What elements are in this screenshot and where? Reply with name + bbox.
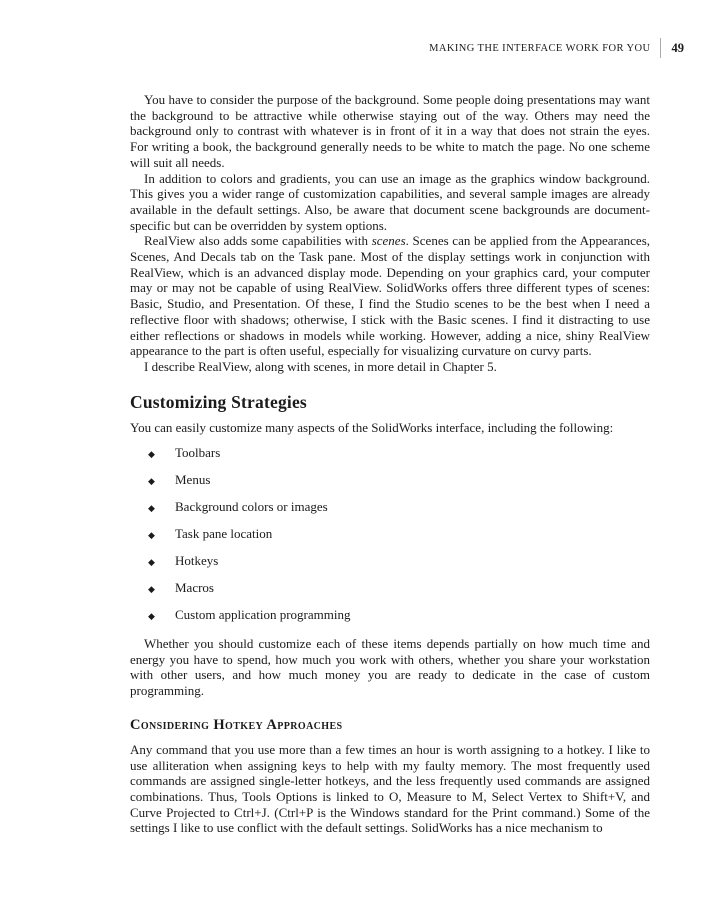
paragraph-customize-considerations: Whether you should customize each of these items depends partially on how much time and energy you have to spend, how much you work with others, whether you share your workstation with other users, and how much money you are ready to dedicate in the case of custom programming. xyxy=(130,636,650,699)
page-body xyxy=(130,92,650,836)
running-head: MAKING THE INTERFACE WORK FOR YOU xyxy=(429,42,651,54)
diamond-bullet-icon: ◆ xyxy=(148,611,155,622)
paragraph-text: RealView also adds some capabilities with xyxy=(144,233,372,249)
diamond-bullet-icon: ◆ xyxy=(148,449,155,460)
list-item-macros xyxy=(148,580,650,598)
paragraph-hotkey-strategy: Any command that you use more than a few times an hour is worth assigning to a hotkey. I like to use alliteration when assigning keys to help with my faulty memory. The most frequently used commands are assigned single-letter hotkeys, and the less frequently used commands are assigned combinations. Thus, Tools Options is linked to O, Measure to M, Select Vertex to Shift+V, and Curve Projected to Ctrl+J. (Ctrl+P is the Windows standard for the Print command.) Some of the settings I like to use conflict with the default settings. SolidWorks has a nice mechanism to xyxy=(130,741,650,836)
list-item-toolbars xyxy=(148,445,650,463)
diamond-bullet-icon: ◆ xyxy=(148,503,155,514)
list-item-custom-programming xyxy=(148,607,650,625)
list-item-task-pane xyxy=(148,526,650,544)
diamond-bullet-icon: ◆ xyxy=(148,476,155,487)
paragraph-background-purpose: You have to consider the purpose of the background. Some people doing presentations may want the background to be attractive while otherwise staying out of the way. Others may need the background only to contrast with whatever is in front of it in a way that does not strain the eyes. For writing a book, the background generally needs to be white to match the page. No one scheme will suit all needs. xyxy=(130,92,650,170)
subsection-heading-hotkey-approaches: Considering Hotkey Approaches xyxy=(130,716,343,733)
italic-term-scenes: scenes xyxy=(371,233,406,249)
list-item-label: Background colors or images xyxy=(175,499,328,515)
customization-bullet-list xyxy=(130,445,650,625)
page-number: 49 xyxy=(671,40,684,55)
list-item-menus xyxy=(148,472,650,490)
page-header xyxy=(429,38,684,58)
paragraph-customize-intro: You can easily customize many aspects of the SolidWorks interface, including the following: xyxy=(130,419,614,435)
list-item-label: Toolbars xyxy=(175,445,221,461)
list-item-background-colors xyxy=(148,499,650,517)
header-divider xyxy=(660,38,661,58)
paragraph-image-background: In addition to colors and gradients, you can use an image as the graphics window background. This gives you a wider range of customization capabilities, and several sample images are already available in the default settings. Also, be aware that document scene backgrounds are document-specific but can be overridden by system options. xyxy=(130,170,650,233)
diamond-bullet-icon: ◆ xyxy=(148,584,155,595)
diamond-bullet-icon: ◆ xyxy=(148,557,155,568)
list-item-label: Task pane location xyxy=(175,526,273,542)
paragraph-realview-scenes xyxy=(130,233,650,359)
diamond-bullet-icon: ◆ xyxy=(148,530,155,541)
paragraph-chapter-reference: I describe RealView, along with scenes, in more detail in Chapter 5. xyxy=(144,358,497,374)
list-item-label: Menus xyxy=(175,472,211,488)
list-item-label: Custom application programming xyxy=(175,607,351,623)
section-heading-customizing-strategies: Customizing Strategies xyxy=(130,391,307,412)
list-item-hotkeys xyxy=(148,553,650,571)
list-item-label: Macros xyxy=(175,580,214,596)
list-item-label: Hotkeys xyxy=(175,553,219,569)
paragraph-text: . Scenes can be applied from the Appearances, Scenes, And Decals tab on the Task pane. Most of the display settings work in conjunction with RealView, which is an advanced display mode. Depending on your graphics card, your computer may or may not be capable of using RealView. SolidWorks offers three different types of scenes: Basic, Studio, and Presentation. Of these, I find the Studio scenes to be the best when I need a reflective floor with shadows; otherwise, I stick with the Basic scenes. I find it distracting to use either reflections or shadows in models while working. However, adding a nice, shiny RealView appearance to the part is often useful, especially for visualizing curvature on curvy parts. xyxy=(130,233,651,359)
